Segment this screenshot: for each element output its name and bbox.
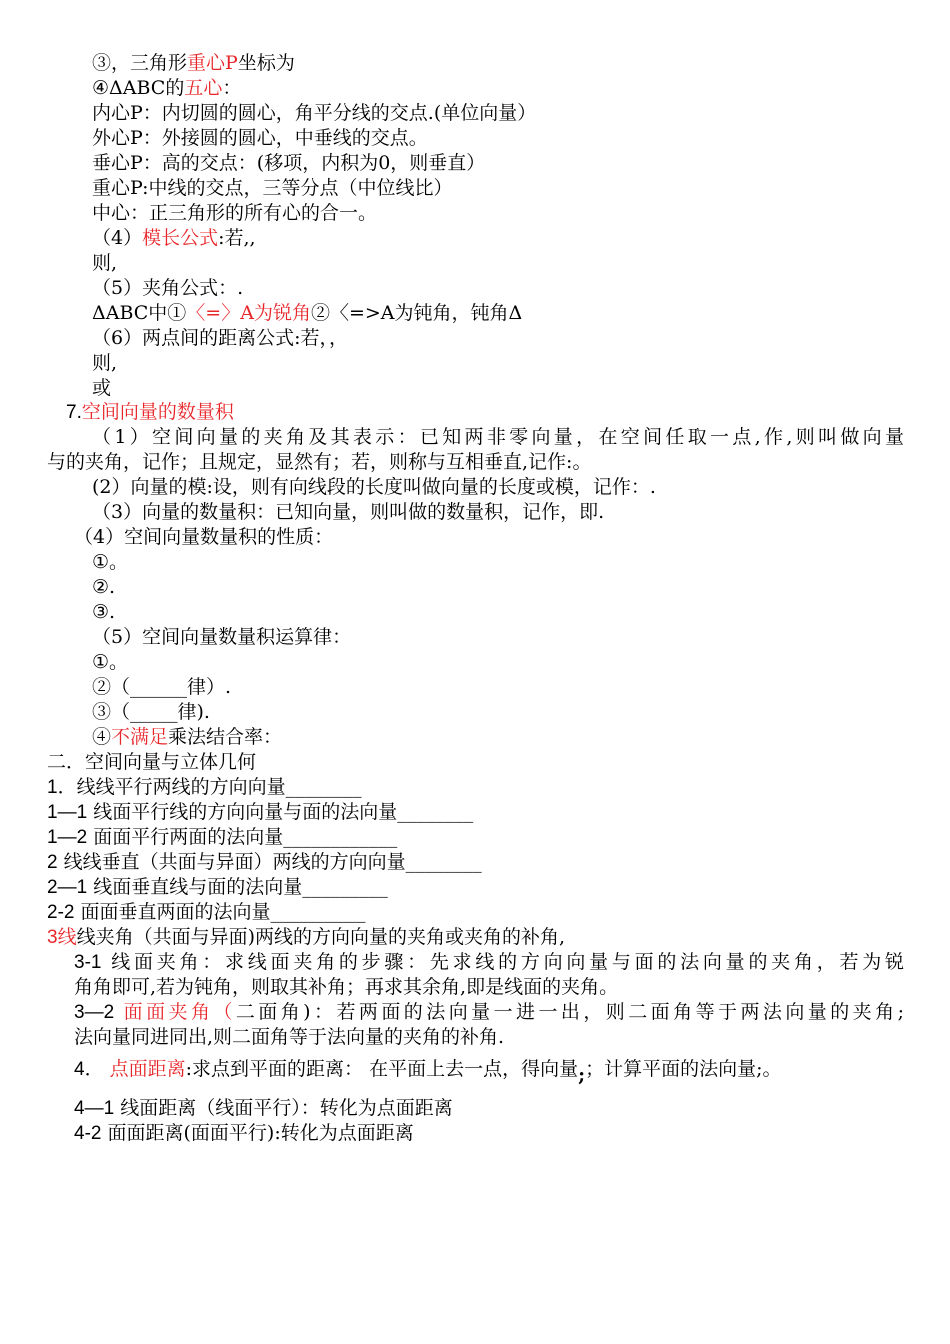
modulus-definition-line: (2）向量的模:设，则有向线段的长度叫做向量的长度或模，记作：. [92,476,656,498]
property-1: ①。 [92,551,129,573]
acute-obtuse-line: ΔABC中①〈=〉A为锐角②〈=>A为钝角，钝角Δ [92,302,523,324]
modulus-formula-line: （4）模长公式:若,, [92,227,256,249]
rule-3-1: 3-1 线面夹角：求线面夹角的步骤：先求线的方向向量与面的法向量的夹角，若为锐 [74,951,904,973]
angle-formula-line: （5）夹角公式：. [92,277,244,299]
fill-in-blank: ________ [397,801,474,823]
then-line-2: 则, [92,352,118,374]
fill-in-blank: ____________ [283,826,398,848]
incenter-line: 内心P：内切圆的圆心，角平分线的交点.(单位向量） [92,102,537,124]
law-2: ②（______律）. [92,676,232,698]
section-7-heading: 7.空间向量的数量积 [66,401,234,423]
dot-product-definition-line: （3）向量的数量积：已知向量，则叫做的数量积，记作，即. [92,501,605,523]
distance-formula-line: （6）两点间的距离公式:若，， [92,327,348,349]
rule-2-2: 2-2 面面垂直两面的法向量__________ [47,901,366,923]
rule-3-2-cont: 法向量同进同出,则二面角等于法向量的夹角的补角. [74,1026,505,1048]
law-4: ④不满足乘法结合率： [92,726,283,748]
law-3: ③（_____律). [92,701,210,723]
or-line: 或 [92,377,112,399]
rule-1: 1．线线平行两线的方向向量________ [47,776,362,798]
rule-1-2: 1—2 面面平行两面的法向量____________ [47,826,398,848]
rule-3-1-cont: 角角即可,若为钝角，则取其补角；再求其余角,即是线面的夹角。 [74,976,619,998]
then-line-1: 则, [92,252,118,274]
rule-4: 4． 点面距离:求点到平面的距离： 在平面上去一点，得向量;；计算平面的法向量;。 [74,1058,782,1086]
angle-definition-line: （1）空间向量的夹角及其表示：已知两非零向量，在空间任取一点,作,则叫做向量 [92,426,904,448]
part-2-heading: 二．空间向量与立体几何 [47,751,257,773]
centroid-definition-line: 重心P:中线的交点，三等分点（中位线比） [92,177,453,199]
rule-4-1: 4—1 线面距离（线面平行）：转化为点面距离 [74,1097,453,1119]
rule-3-2: 3—2 面面夹角（二面角)：若两面的法向量一进一出，则二面角等于两法向量的夹角; [74,1001,904,1023]
property-2: ②. [92,576,116,598]
rule-4-2: 4-2 面面距离(面面平行):转化为点面距离 [74,1122,414,1144]
fill-in-blank: ______ [130,676,188,698]
center-line: 中心：正三角形的所有心的合一。 [92,202,378,224]
orthocenter-line: 垂心P：高的交点：(移项，内积为0，则垂直） [92,152,486,174]
law-1: ①。 [92,651,129,673]
fill-in-blank: ________ [285,776,362,798]
fill-in-blank: _____ [130,701,178,723]
fill-in-blank: ________ [405,851,482,873]
rule-3: 3线线夹角（共面与异面)两线的方向向量的夹角或夹角的补角, [47,926,566,948]
circumcenter-line: 外心P：外接圆的圆心，中垂线的交点。 [92,127,428,149]
fill-in-blank: __________ [270,901,366,923]
dot-product-properties-heading: （4）空间向量数量积的性质： [74,526,334,548]
fill-in-blank: _________ [302,876,388,898]
operation-laws-heading: （5）空间向量数量积运算律： [92,626,352,648]
property-3: ③. [92,601,116,623]
angle-definition-cont: 与的夹角，记作；且规定，显然有；若，则称与互相垂直,记作:。 [47,451,592,473]
centroid-line: ③，三角形重心P坐标为 [92,52,295,74]
rule-2-1: 2—1 线面垂直线与面的法向量_________ [47,876,388,898]
rule-2: 2 线线垂直（共面与异面）两线的方向向量________ [47,851,482,873]
five-centers-heading: ④ΔABC的五心： [92,77,242,99]
rule-1-1: 1—1 线面平行线的方向向量与面的法向量________ [47,801,474,823]
